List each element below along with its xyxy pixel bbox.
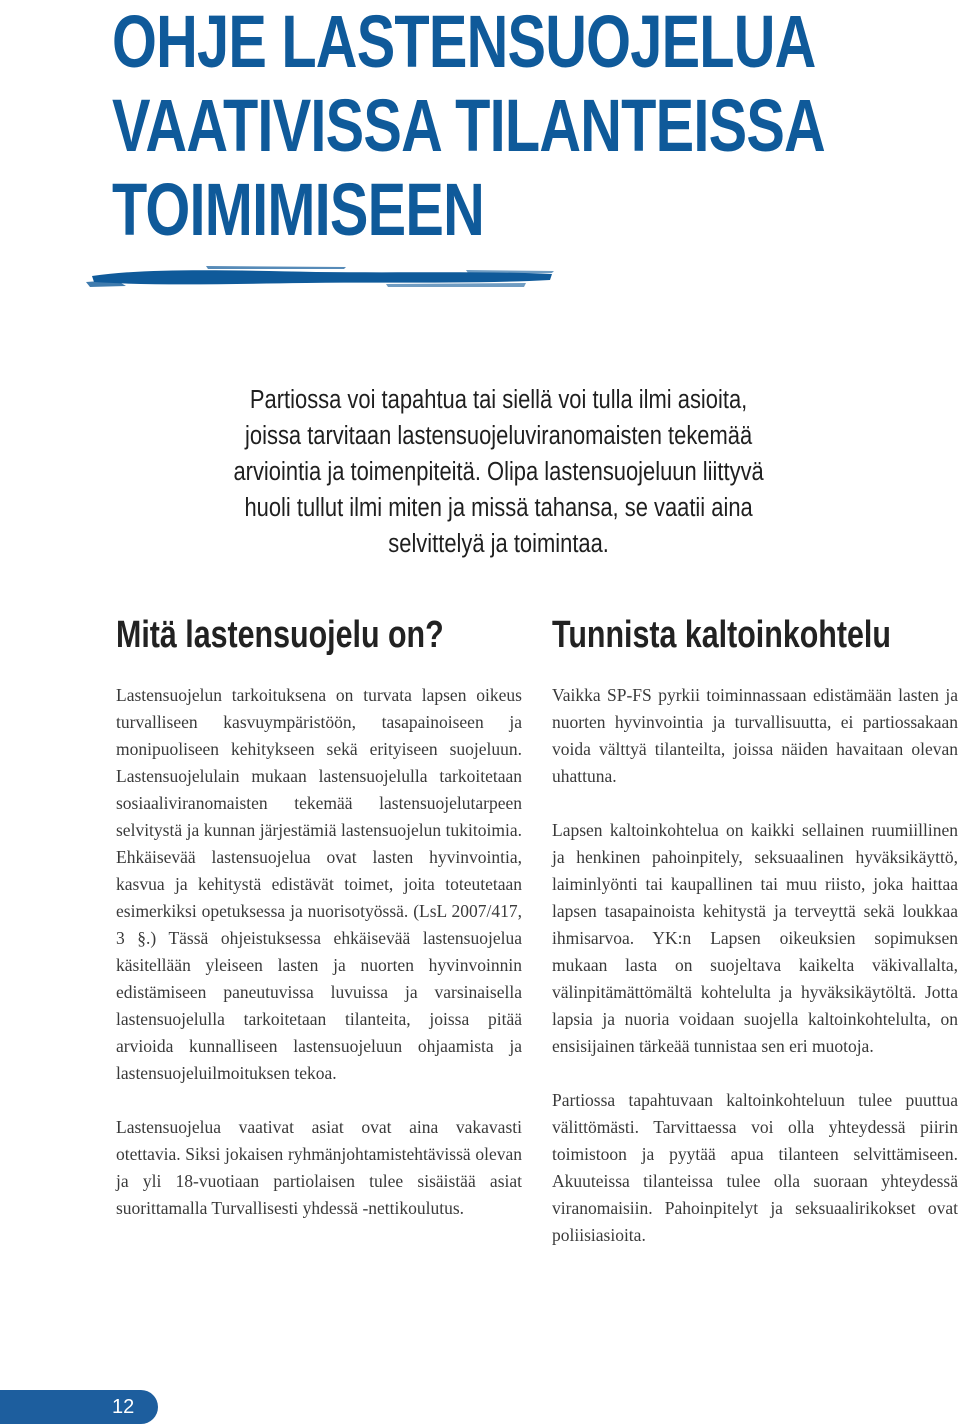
brush-stroke-decoration: [86, 262, 556, 292]
page-number: 12: [112, 1396, 135, 1418]
title-line-2: VAATIVISSA TILANTEISSA: [112, 84, 825, 167]
paragraph: Lapsen kaltoinkohtelua on kaikki sellainen ruumiillinen ja henkinen pahoinpitely, seksuaalinen hyväksikäyttö, laiminlyönti tai kaupallinen tai muu riisto, joka haittaa lapsen tasapainoista kehitystä ja terveyttä sekä loukkaa ihmisarvoa. YK:n Lapsen oikeuksien sopimuksen mukaan lasta on suojeltava kaikelta väkivallalta, välinpitämättömältä kohtelulta ja hyväksikäytöltä. Jotta lapsia ja nuoria voidaan suojella kaltoinkohtelulta, on ensisijainen tärkeää tunnistaa sen eri muotoja.: [552, 820, 958, 1056]
section-heading-what-is-child-protection: Mitä lastensuojelu on?: [116, 614, 444, 656]
paragraph: Lastensuojelun tarkoituksena on turvata lapsen oikeus turvalliseen kasvuympäristöön, tasapainoiseen ja monipuoliseen kehitykseen sekä erityiseen suojeluun. Lastensuojelulain mukaan lastensuojelulla tarkoitetaan sosiaaliviranomaisten tekemää lastensuojelutarpeen selvitystä ja kunnan järjestämiä lastensuojelun tukitoimia. Ehkäisevää lastensuojelua ovat lasten hyvinvointia, kasvua ja kehitystä edistävät toimet, joita toteutetaan esimerkiksi opetuksessa ja nuorisotyössä. (LsL 2007/417, 3 §.) Tässä ohjeistuksessa ehkäisevää lastensuojelua käsitellään yleiseen lasten ja nuorten hyvinvoinnin edistämiseen paneutuvissa luvuissa ja varsinaisella lastensuojelulla tarkoitetaan tilanteita, joissa pitää arvioida kunnalliseen lastensuojeluun ohjaamista ja lastensuojeluilmoituksen tekoa.: [116, 685, 522, 1083]
paragraph: Vaikka SP-FS pyrkii toiminnassaan edistämään lasten ja nuorten hyvinvointia ja turvallisuutta, ei partiossakaan voida välttyä tilanteilta, joissa näiden havaitaan olevan uhattuna.: [552, 685, 958, 786]
section-heading-recognize-maltreatment: Tunnista kaltoinkohtelu: [552, 614, 891, 656]
paragraph: Lastensuojelua vaativat asiat ovat aina vakavasti otettavia. Siksi jokaisen ryhmänjohtamistehtävissä olevan ja yli 18-vuotiaan partiolaisen tulee sisäistää asiat suorittamalla Turvallisesti yhdessä -nettikoulutus.: [116, 1117, 522, 1218]
paragraph: Partiossa tapahtuvaan kaltoinkohteluun tulee puuttua välittömästi. Tarvittaessa voi olla yhteydessä piirin toimistoon ja pyytää apua tilanteen selvittämiseen. Akuuteissa tilanteissa tulee olla suoraan yhteydessä viranomaisiin. Pahoinpitelyt ja seksuaalirikokset ovat poliisiasioita.: [552, 1090, 958, 1245]
title-line-3: TOIMIMISEEN: [112, 168, 484, 251]
intro-text: Partiossa voi tapahtua tai siellä voi tulla ilmi asioita, joissa tarvitaan lastensuojeluviranomaisten tekemää arviointia ja toimenpiteitä. Olipa lastensuojeluun liittyvä huoli tullut ilmi miten ja missä tahansa, se vaatii aina selvittelyä ja toimintaa.: [233, 386, 764, 558]
left-column: [116, 608, 522, 1249]
page-title: [112, 0, 825, 252]
right-column: [552, 608, 958, 1276]
title-line-1: OHJE LASTENSUOJELUA: [112, 0, 816, 83]
